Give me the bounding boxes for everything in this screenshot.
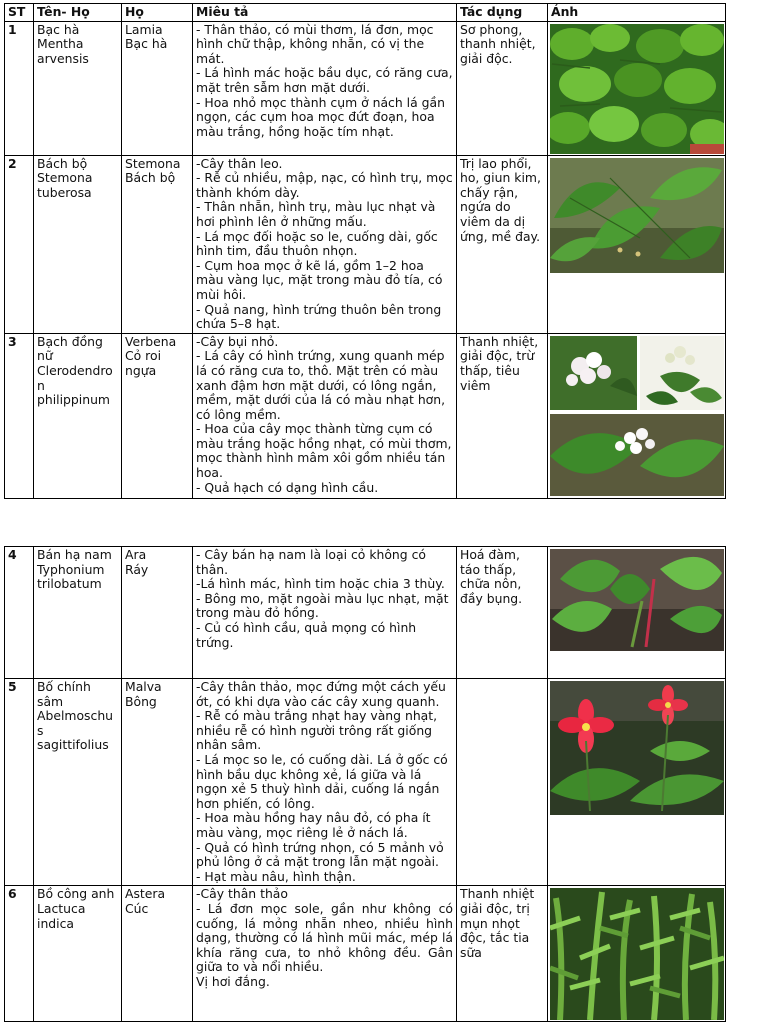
plant-name-line: s sagittifolius [37,722,109,753]
uses-line: thanh nhiệt, [460,36,536,52]
plant-name-line: tuberosa [37,184,92,200]
uses-cell [457,333,548,498]
plant-name-line: nữ [37,348,53,364]
description-line: - Lá hình mác hoặc bầu dục, có răng cưa, mặt trên sẫm hơn mặt dưới. [196,65,453,95]
plant-name-line: Bố chính [37,679,91,694]
description-line: - Hoa của cây mọc thành từng cụm có màu trắng hoặc hồng nhạt, có mùi thơm, mọc thành hình mâm xôi gồm nhiều tán hoa. [196,421,452,481]
plant-name-line: sâm [37,693,64,709]
description-cell [193,547,457,679]
uses-line: Thanh nhiệt [460,886,535,902]
family-line: Cúc [125,900,149,916]
table-header-row [5,4,726,22]
description-line: - Lá cây có hình trứng, xung quanh mép lá có răng cưa to, thô. Mặt trên có màu xanh đậm hơn mặt dưới, có lông ngắn, mềm, mặt dưới của lá có màu nhạt hơn, có lông mềm. [196,348,446,422]
uses-line: mụn nhọt [460,915,520,931]
image-cell [548,886,726,1022]
table-row [5,679,726,886]
header-uses: Tác dụng [457,4,548,22]
description-line: - Quả hạch có dạng hình cầu. [196,479,379,495]
family-cell [122,679,193,886]
uses-line: đầy bụng. [460,590,523,606]
uses-line: sữa [460,944,482,960]
description-line: - Quả nang, hình trứng thuôn bên trong chứa 5–8 hạt. [196,301,442,332]
description-line: - Lá đơn mọc sole, gần như không có cuống, lá mỏng nhẵn nheo, nhiều hình dạng, thường có lá hình mũi mác, mép lá khía răng cưa, to nhỏ không đều. Gân giữa to và nổi nhiều. [196,900,453,975]
description-line: -Cây thân thảo, mọc đứng một cách yếu ớt, có khi dựa vào các cây xung quanh. [196,679,446,709]
lactuca-photo [550,888,724,1020]
family-cell [122,547,193,679]
uses-line: giải độc, trừ [460,348,535,364]
family-line: ngựa [125,362,157,378]
description-line: -Cây bụi nhỏ. [196,333,279,349]
uses-line: viêm da dị [460,213,526,229]
description-line: - Hạt màu nâu, hình thận. [196,868,356,884]
plant-name-line: philippinum [37,392,110,408]
description-cell [193,679,457,886]
family-line: Lamia [125,21,163,37]
mint-photo [550,24,724,154]
uses-cell [457,679,548,886]
row-number: 3 [5,333,34,498]
plant-name-line: Clerodendro [37,362,113,378]
description-line: - Cây bán hạ nam là loại cỏ không có thân. [196,547,426,577]
uses-line: chữa nôn, [460,576,522,592]
image-cell [548,679,726,886]
description-line: - Củ có hình cầu, quả mọng có hình trứng. [196,619,417,650]
family-line: Stemona [125,155,181,171]
plant-name-cell [34,21,122,155]
table-row [5,547,726,679]
description-line: - Bông mo, mặt ngoài màu lục nhạt, mặt trong màu đỏ hồng. [196,590,449,621]
plant-name-line: Mentha [37,36,84,52]
uses-line: Hoá đàm, [460,547,520,562]
plant-table-bottom [4,546,726,1022]
family-cell [122,155,193,333]
uses-cell [457,547,548,679]
description-cell [193,21,457,155]
header-stt: ST [5,4,34,22]
uses-line: Trị lao phổi, [460,155,532,171]
image-cell [548,547,726,679]
family-line: Bạc hà [125,36,168,52]
family-line: Verbena [125,333,177,349]
header-name: Tên- Họ [34,4,122,22]
header-family: Họ [122,4,193,22]
uses-line: ho, giun kim, [460,170,541,186]
clerodendron-photo [550,336,724,496]
plant-name-line: Bạc hà [37,21,80,37]
plant-name-line: Bán hạ nam [37,547,112,562]
description-line: - Hoa nhỏ mọc thành cụm ở nách lá gần ngọn, các cụm hoa mọc đứt đoạn, hoa màu trắng, hồng hoặc tím nhạt. [196,94,445,139]
description-line: - Lá mọc so le, có cuống dài. Lá ở gốc có hình bầu dục không xẻ, lá giữa và lá ngọn xẻ 5 thuỳ hình dải, cuống lá ngắn hơn phiến, có lông. [196,751,448,811]
uses-line: ứng, mề đay. [460,228,541,244]
row-number: 2 [5,155,34,333]
description-line: - Thân thảo, có mùi thơm, lá đơn, mọc hình chữ thập, không nhẵn, có vị the mát. [196,21,434,66]
plant-name-cell [34,155,122,333]
plant-name-line: trilobatum [37,576,102,592]
plant-name-cell [34,679,122,886]
family-line: Astera [125,886,166,902]
family-line: Ara [125,547,147,562]
description-line: -Cây thân leo. [196,155,283,171]
family-line: Bách bộ [125,170,176,186]
row-number: 4 [5,547,34,679]
family-line: Bông [125,693,157,709]
row-number: 6 [5,886,34,1022]
plant-name-line: Bách bộ [37,155,88,171]
table-row [5,155,726,333]
plant-name-line: Typhonium [37,561,105,577]
uses-line: giải độc, trị [460,900,530,916]
uses-line: thấp, tiêu [460,362,520,378]
plant-name-cell [34,886,122,1022]
table-row [5,333,726,498]
plant-name-line: Bạch đồng [37,333,103,349]
description-line: Vị hơi đắng. [196,973,270,989]
table-row [5,886,726,1022]
description-cell [193,886,457,1022]
uses-line: Thanh nhiệt, [460,333,539,349]
family-cell [122,886,193,1022]
description-line: - Cụm hoa mọc ở kẽ lá, gồm 1–2 hoa màu vàng lục, mặt trong màu đỏ tía, có mùi hôi. [196,257,443,302]
description-line: -Lá hình mác, hình tim hoặc chia 3 thùy. [196,576,445,592]
family-cell [122,21,193,155]
description-line: -Cây thân thảo [196,886,288,902]
description-line: - Lá mọc đối hoặc so le, cuống dài, gốc hình tim, đầu thuôn nhọn. [196,228,438,259]
uses-line: viêm [460,377,491,393]
plant-name-cell [34,333,122,498]
family-line: Cỏ roi [125,348,162,364]
header-image: Ảnh [548,4,726,22]
uses-line: ngứa do [460,199,511,215]
description-line: - Quả có hình trứng nhọn, có 5 mảnh vỏ phủ lông ở cả mặt trong lẫn mặt ngoài. [196,839,444,870]
plant-name-line: indica [37,915,75,931]
plant-name-line: Abelmoschu [37,708,114,724]
row-number: 5 [5,679,34,886]
uses-cell [457,886,548,1022]
description-cell [193,333,457,498]
stemona-photo [550,158,724,273]
image-cell [548,333,726,498]
uses-line: táo thấp, [460,561,517,577]
typhonium-photo [550,549,724,651]
uses-line: chấy rận, [460,184,519,200]
plant-table-top [4,3,726,499]
uses-line: độc, tắc tia [460,930,530,946]
description-cell [193,155,457,333]
description-line: - Hoa màu hồng hay nâu đỏ, có pha ít màu vàng, mọc riêng lẻ ở nách lá. [196,810,431,840]
plant-name-line: n [37,377,45,393]
plant-name-line: Bồ công anh [37,886,115,902]
plant-name-line: Stemona [37,170,93,186]
plant-name-line: Lactuca [37,900,86,916]
plant-name-cell [34,547,122,679]
description-line: - Rễ củ nhiều, mập, nạc, có hình trụ, mọc thành khóm dày. [196,170,453,200]
family-cell [122,333,193,498]
uses-cell [457,21,548,155]
header-description: Miêu tả [193,4,457,22]
description-line: - Rễ có màu trắng nhạt hay vàng nhạt, nhiều rễ có hình người trông rất giống nhân sâm. [196,708,438,753]
abelmoschus-photo [550,681,724,815]
row-number: 1 [5,21,34,155]
table-row [5,21,726,155]
plant-name-line: arvensis [37,50,89,66]
uses-line: Sơ phong, [460,21,523,37]
family-line: Ráy [125,561,149,577]
uses-line: giải độc. [460,50,513,66]
image-cell [548,21,726,155]
family-line: Malva [125,679,162,694]
description-line: - Thân nhẵn, hình trụ, màu lục nhạt và hơi phình lên ở những mấu. [196,199,436,229]
uses-cell [457,155,548,333]
image-cell [548,155,726,333]
